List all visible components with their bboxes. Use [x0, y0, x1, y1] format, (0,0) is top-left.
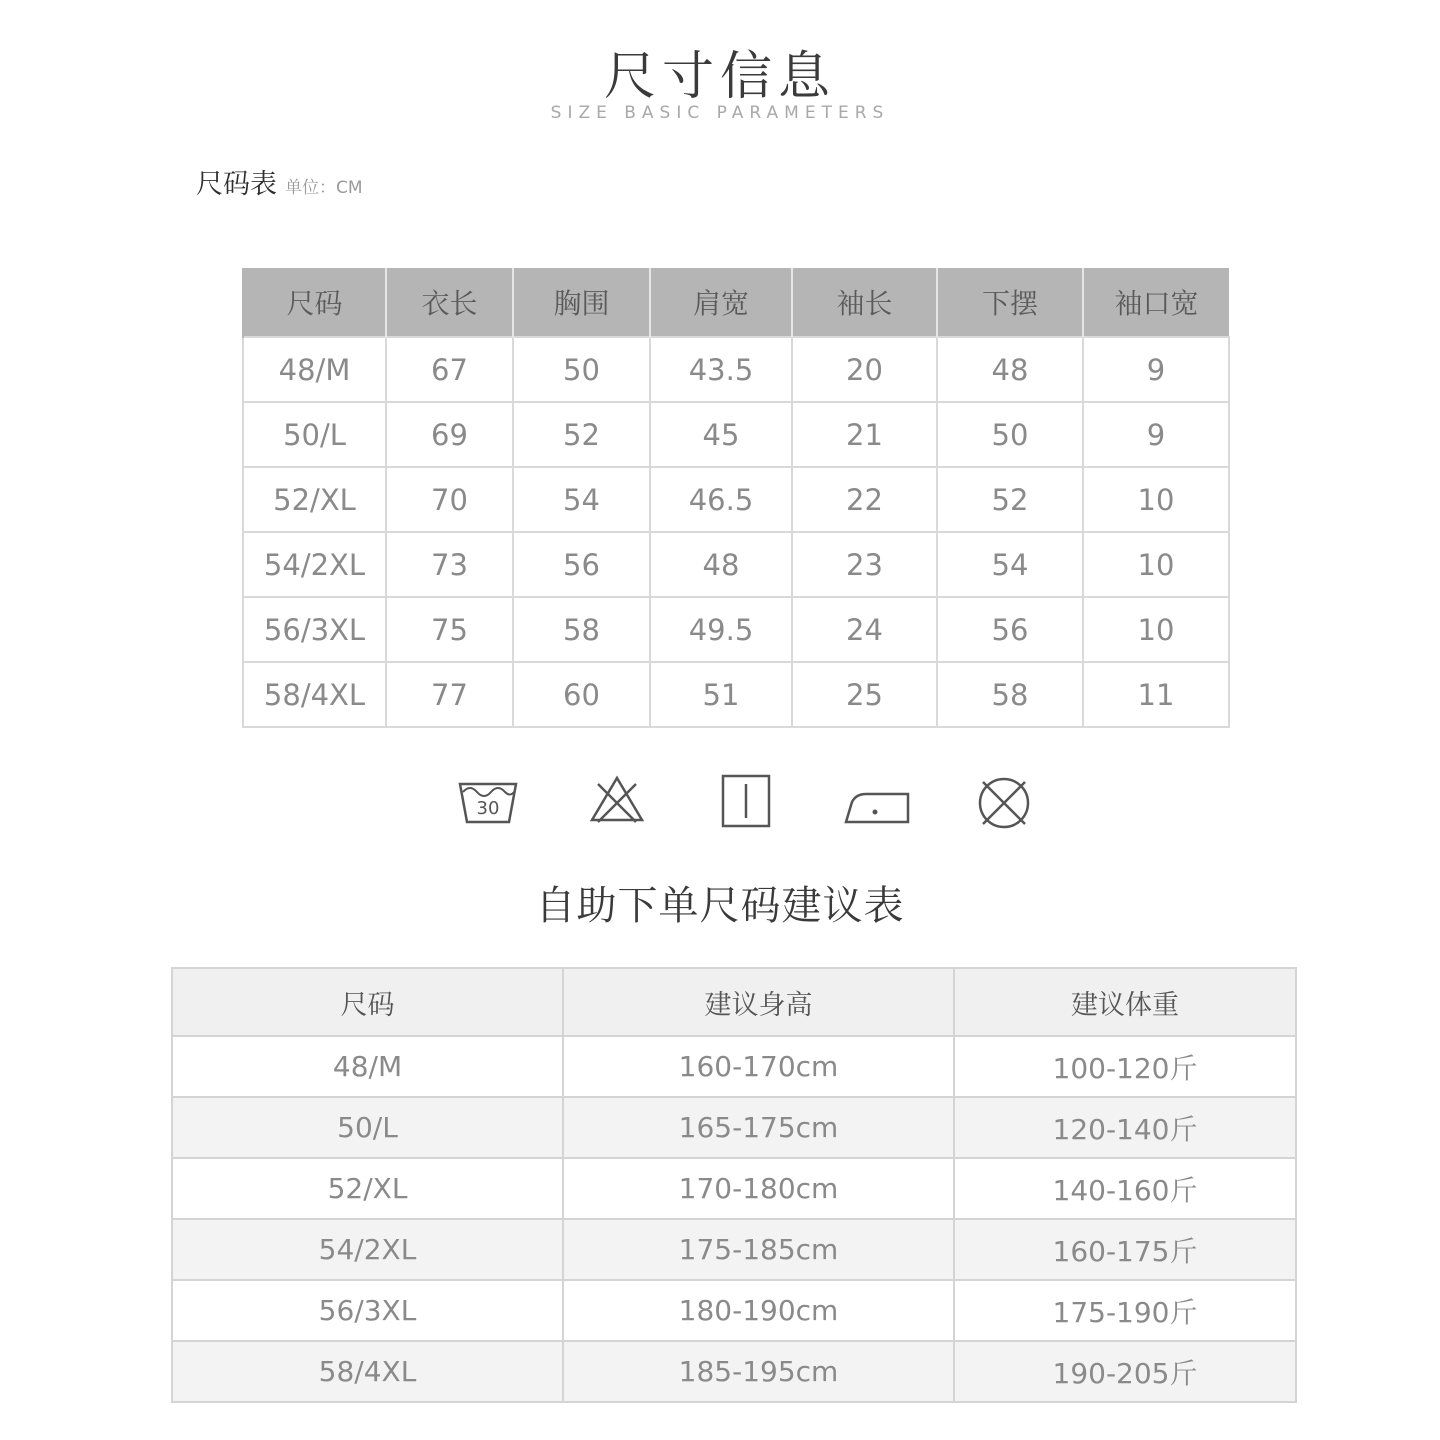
- cuff-width-cell: 9: [1083, 402, 1229, 467]
- length-cell: 77: [386, 662, 513, 727]
- table-row: [243, 532, 1229, 597]
- chest-cell: 56: [513, 532, 650, 597]
- weight-header: 建议体重: [954, 968, 1296, 1036]
- cuff-width-cell: 9: [1083, 337, 1229, 402]
- shoulder-header: 肩宽: [650, 268, 792, 337]
- hem-cell: 50: [937, 402, 1083, 467]
- weight-cell: 160-175斤: [954, 1219, 1296, 1280]
- sleeve-length-cell: 25: [792, 662, 937, 727]
- table-row: [172, 1036, 1296, 1097]
- size-header: 尺码: [172, 968, 563, 1036]
- size-cell: 58/4XL: [172, 1341, 563, 1402]
- iron-icon: [842, 770, 914, 836]
- table-row: [172, 1097, 1296, 1158]
- care-icons: [0, 770, 1440, 836]
- hem-cell: 58: [937, 662, 1083, 727]
- height-cell: 170-180cm: [563, 1158, 954, 1219]
- table-row: [172, 1280, 1296, 1341]
- chest-header: 胸围: [513, 268, 650, 337]
- size-cell: 52/XL: [243, 467, 386, 532]
- height-cell: 160-170cm: [563, 1036, 954, 1097]
- weight-cell: 120-140斤: [954, 1097, 1296, 1158]
- size-header: 尺码: [243, 268, 386, 337]
- size-cell: 48/M: [172, 1036, 563, 1097]
- sleeve-length-cell: 24: [792, 597, 937, 662]
- chest-cell: 54: [513, 467, 650, 532]
- length-cell: 69: [386, 402, 513, 467]
- wash-30-icon: [455, 770, 521, 836]
- sleeve-length-cell: 21: [792, 402, 937, 467]
- chest-cell: 52: [513, 402, 650, 467]
- length-cell: 73: [386, 532, 513, 597]
- size-chart-unit: 单位：CM: [285, 178, 363, 198]
- weight-cell: 140-160斤: [954, 1158, 1296, 1219]
- table-row: [243, 597, 1229, 662]
- weight-cell: 190-205斤: [954, 1341, 1296, 1402]
- chest-cell: 60: [513, 662, 650, 727]
- wash-temperature: 30: [476, 798, 500, 819]
- length-cell: 75: [386, 597, 513, 662]
- hem-header: 下摆: [937, 268, 1083, 337]
- sleeve-length-cell: 22: [792, 467, 937, 532]
- recommendation-title: 自助下单尺码建议表: [535, 883, 905, 929]
- recommendation-table: [171, 967, 1297, 1403]
- line-dry-icon: [713, 770, 779, 836]
- page-title: 尺寸信息: [603, 47, 836, 107]
- table-row: [172, 1158, 1296, 1219]
- height-cell: 175-185cm: [563, 1219, 954, 1280]
- length-cell: 67: [386, 337, 513, 402]
- sleeve-length-cell: 23: [792, 532, 937, 597]
- table-row: [172, 1341, 1296, 1402]
- sleeve-length-header: 袖长: [792, 268, 937, 337]
- height-cell: 180-190cm: [563, 1280, 954, 1341]
- height-header: 建议身高: [563, 968, 954, 1036]
- weight-cell: 100-120斤: [954, 1036, 1296, 1097]
- shoulder-cell: 43.5: [650, 337, 792, 402]
- table-row: [243, 662, 1229, 727]
- sleeve-length-cell: 20: [792, 337, 937, 402]
- hem-cell: 54: [937, 532, 1083, 597]
- size-cell: 48/M: [243, 337, 386, 402]
- table-row: [243, 402, 1229, 467]
- height-cell: 185-195cm: [563, 1341, 954, 1402]
- hem-cell: 56: [937, 597, 1083, 662]
- table-row: [172, 1219, 1296, 1280]
- page-subtitle: SIZE BASIC PARAMETERS: [550, 103, 890, 123]
- height-cell: 165-175cm: [563, 1097, 954, 1158]
- cuff-width-cell: 10: [1083, 532, 1229, 597]
- weight-cell: 175-190斤: [954, 1280, 1296, 1341]
- size-cell: 54/2XL: [172, 1219, 563, 1280]
- cuff-width-cell: 10: [1083, 467, 1229, 532]
- chest-cell: 58: [513, 597, 650, 662]
- cuff-width-header: 袖口宽: [1083, 268, 1229, 337]
- size-chart-title: 尺码表: [196, 169, 277, 200]
- shoulder-cell: 46.5: [650, 467, 792, 532]
- hem-cell: 52: [937, 467, 1083, 532]
- shoulder-cell: 48: [650, 532, 792, 597]
- size-cell: 54/2XL: [243, 532, 386, 597]
- cuff-width-cell: 11: [1083, 662, 1229, 727]
- size-cell: 50/L: [243, 402, 386, 467]
- table-row: [243, 337, 1229, 402]
- shoulder-cell: 49.5: [650, 597, 792, 662]
- size-chart-label: [196, 162, 363, 201]
- size-cell: 52/XL: [172, 1158, 563, 1219]
- size-cell: 58/4XL: [243, 662, 386, 727]
- size-cell: 56/3XL: [172, 1280, 563, 1341]
- length-cell: 70: [386, 467, 513, 532]
- shoulder-cell: 45: [650, 402, 792, 467]
- table-row: [243, 467, 1229, 532]
- shoulder-cell: 51: [650, 662, 792, 727]
- hem-cell: 48: [937, 337, 1083, 402]
- size-chart-table: [242, 268, 1230, 728]
- no-bleach-icon: [584, 770, 650, 836]
- no-dry-clean-icon: [971, 770, 1037, 836]
- chest-cell: 50: [513, 337, 650, 402]
- size-cell: 50/L: [172, 1097, 563, 1158]
- cuff-width-cell: 10: [1083, 597, 1229, 662]
- size-cell: 56/3XL: [243, 597, 386, 662]
- length-header: 衣长: [386, 268, 513, 337]
